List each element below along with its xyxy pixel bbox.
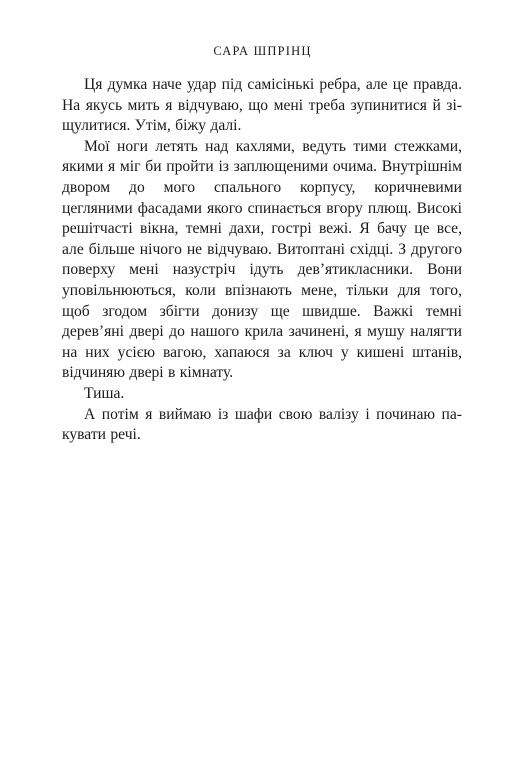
paragraph-2: Мої ноги летять над кахлями, ведуть тими стежками, якими я міг би пройти із заплющеними очима. Внутрішнім двором до мого спального корпусу, коричневими цегляними фасадами якого спинається вгору плющ. Високі решітчасті вікна, темні дахи, гострі вежі. Я бачу це все, але більше нічого не відчуваю. Витоптані східці. З другого поверху мені назустріч ідуть дев’ятикласники. Вони уповільнюються, коли впізнають мене, тільки для того, щоб згодом збігти донизу ще швидше. Важкі темні дерев’яні двері до нашого крила зачинені, я мушу налягти на них усією вагою, хапаюся за ключ у кишені штанів, відчиняю двері в кімнату.: [62, 137, 462, 382]
body-text: [62, 75, 462, 446]
paragraph-4: А потім я виймаю із шафи свою валізу і починаю пакувати речі.: [62, 405, 462, 444]
running-head-author: САРА ШПРІНЦ: [213, 44, 312, 58]
paragraph-1: Ця думка наче удар під самісінькі ребра, але це правда. На якусь мить я відчуваю, що мені треба зупинитися й зіщулитися. Утім, біжу далі.: [62, 76, 462, 135]
paragraph-3: Тиша.: [84, 384, 125, 402]
